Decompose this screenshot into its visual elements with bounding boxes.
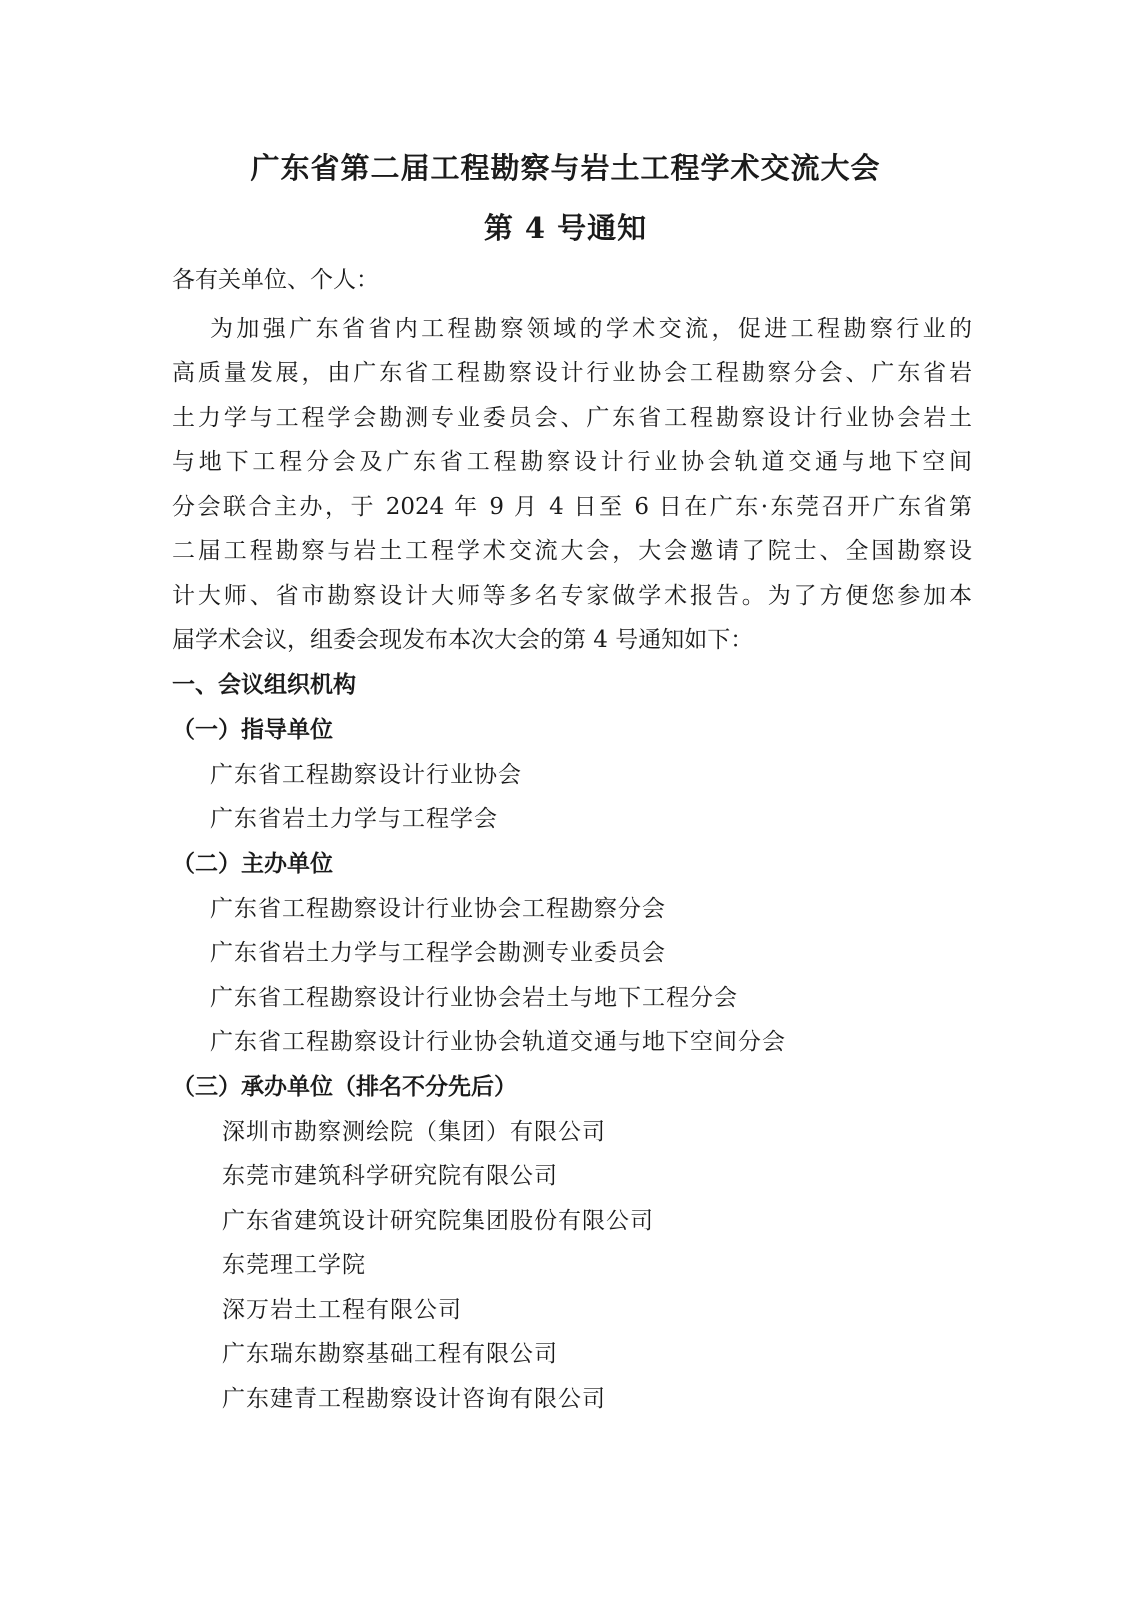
organizing-unit: 深万岩土工程有限公司 [222, 1297, 462, 1323]
guiding-unit: 广东省岩土力学与工程学会 [210, 806, 498, 832]
intro-line: 为加强广东省省内工程勘察领域的学术交流，促进工程勘察行业的 [210, 316, 972, 342]
notice-number-title: 第 4 号通知 [483, 211, 648, 245]
intro-line: 计大师、省市勘察设计大师等多名专家做学术报告。为了方便您参加本 [172, 583, 972, 609]
hosting-unit: 广东省工程勘察设计行业协会轨道交通与地下空间分会 [210, 1029, 786, 1055]
organizing-unit: 深圳市勘察测绘院（集团）有限公司 [222, 1119, 606, 1145]
organizing-unit: 广东建青工程勘察设计咨询有限公司 [222, 1386, 606, 1412]
intro-line: 与地下工程分会及广东省工程勘察设计行业协会轨道交通与地下空间 [172, 449, 972, 475]
subsection-heading-guiding: （一）指导单位 [172, 716, 333, 743]
hosting-unit: 广东省工程勘察设计行业协会工程勘察分会 [210, 896, 666, 922]
section-heading-organization: 一、会议组织机构 [172, 671, 356, 698]
document-title: 广东省第二届工程勘察与岩土工程学术交流大会 [250, 151, 881, 185]
intro-line: 届学术会议，组委会现发布本次大会的第 4 号通知如下： [172, 627, 754, 653]
organizing-unit: 东莞市建筑科学研究院有限公司 [222, 1163, 558, 1189]
organizing-unit: 东莞理工学院 [222, 1252, 366, 1278]
organizing-unit: 广东瑞东勘察基础工程有限公司 [222, 1341, 558, 1367]
organizing-unit: 广东省建筑设计研究院集团股份有限公司 [222, 1208, 654, 1234]
hosting-unit: 广东省工程勘察设计行业协会岩土与地下工程分会 [210, 985, 738, 1011]
guiding-unit: 广东省工程勘察设计行业协会 [210, 762, 522, 788]
subsection-heading-hosting: （二）主办单位 [172, 850, 333, 877]
intro-line: 二届工程勘察与岩土工程学术交流大会，大会邀请了院士、全国勘察设 [172, 538, 972, 564]
subsection-heading-organizing: （三）承办单位（排名不分先后） [172, 1073, 517, 1100]
intro-line: 土力学与工程学会勘测专业委员会、广东省工程勘察设计行业协会岩土 [172, 405, 972, 431]
intro-line: 分会联合主办，于 2024 年 9 月 4 日至 6 日在广东·东莞召开广东省第 [172, 494, 972, 520]
hosting-unit: 广东省岩土力学与工程学会勘测专业委员会 [210, 940, 666, 966]
salutation: 各有关单位、个人： [172, 267, 379, 293]
intro-line: 高质量发展，由广东省工程勘察设计行业协会工程勘察分会、广东省岩 [172, 360, 972, 386]
